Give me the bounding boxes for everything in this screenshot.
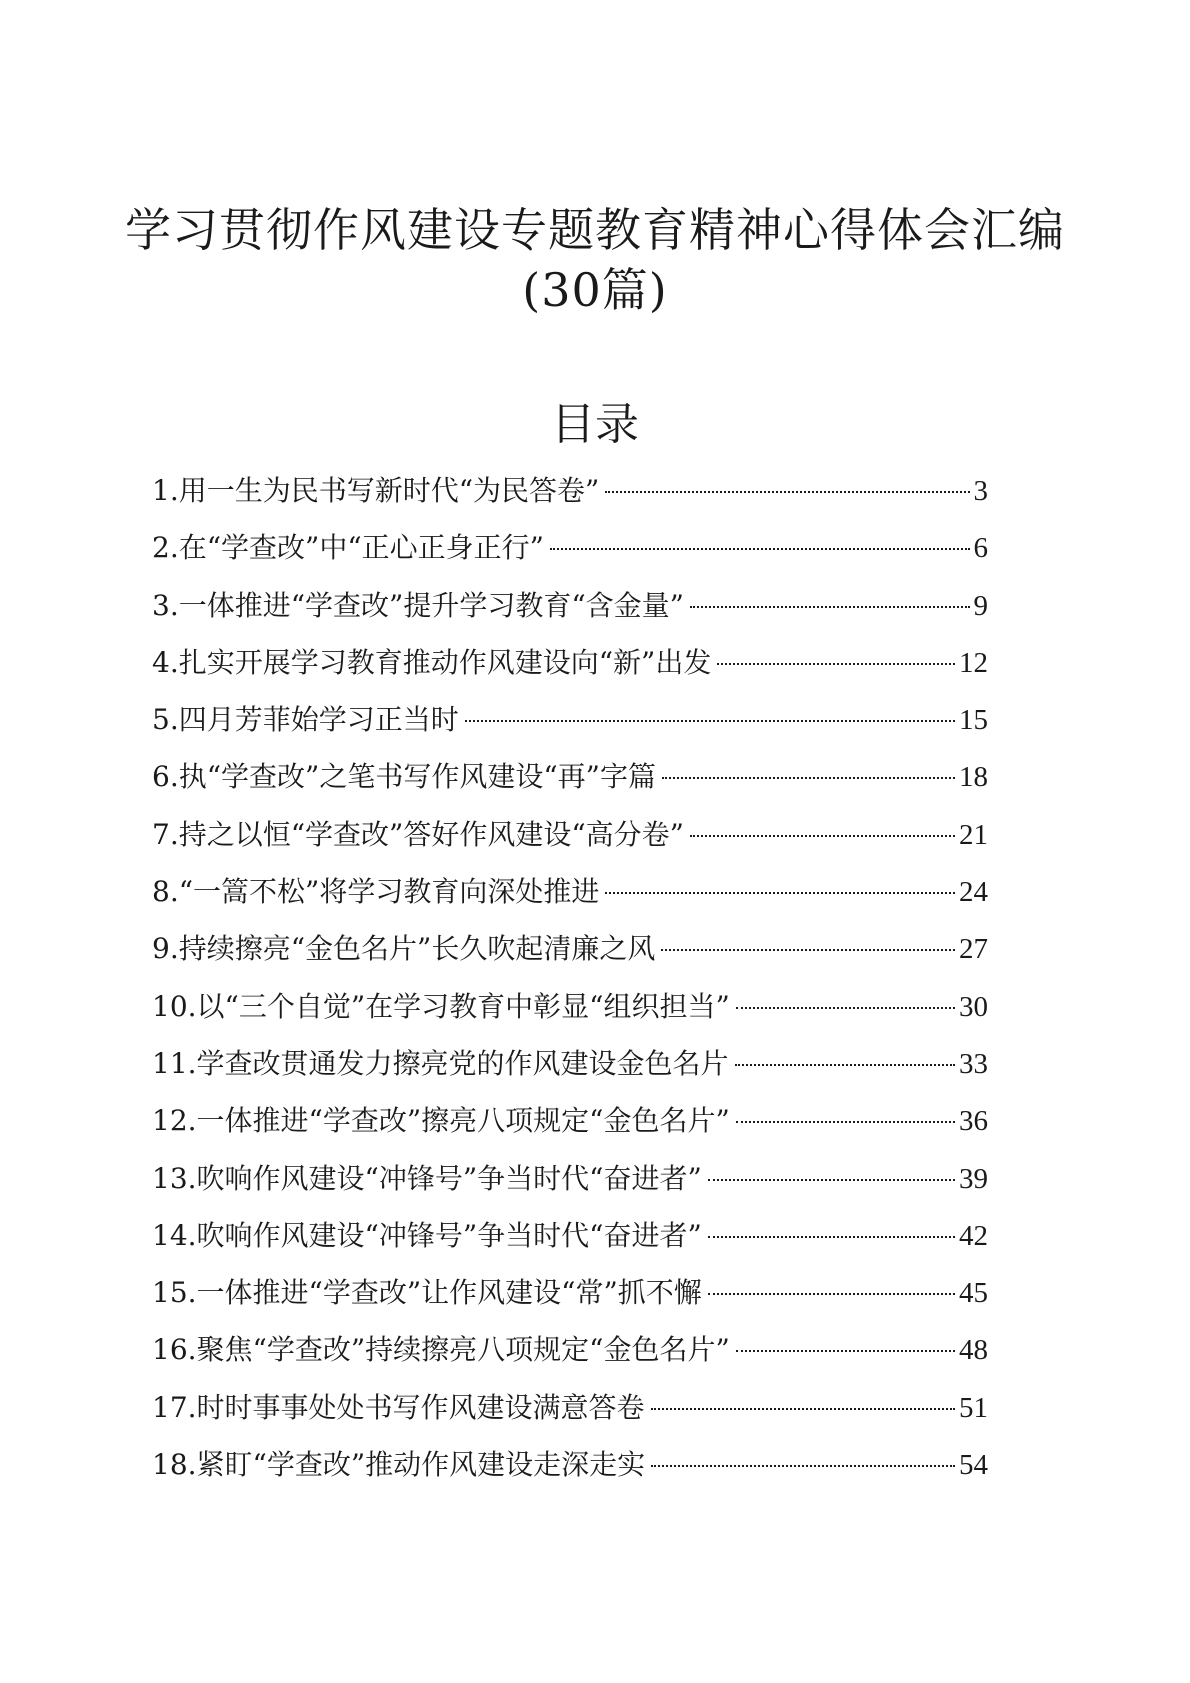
- table-of-contents: [152, 462, 988, 1493]
- toc-dot-leader: [736, 1121, 955, 1123]
- toc-entry-title: 12.一体推进“学查改”擦亮八项规定“金色名片”: [152, 1104, 730, 1138]
- toc-dot-leader: [736, 1350, 955, 1352]
- toc-page-number: 18: [959, 761, 988, 794]
- toc-page-number: 3: [973, 475, 988, 507]
- toc-page-number: 24: [959, 876, 988, 909]
- toc-entry[interactable]: [152, 577, 988, 634]
- toc-page-number: 54: [959, 1449, 988, 1482]
- toc-entry[interactable]: [152, 1436, 988, 1493]
- toc-entry-title: 18.紧盯“学查改”推动作风建设走深走实: [152, 1448, 646, 1482]
- toc-page-number: 45: [959, 1277, 988, 1310]
- toc-dot-leader: [605, 491, 969, 493]
- toc-page-number: 51: [959, 1391, 988, 1424]
- toc-dot-leader: [735, 1064, 955, 1066]
- toc-dot-leader: [550, 548, 970, 550]
- toc-page-number: 15: [959, 704, 988, 737]
- toc-page-number: 12: [959, 646, 988, 679]
- toc-entry-title: 5.四月芳菲始学习正当时: [152, 703, 459, 737]
- toc-page-number: 36: [959, 1105, 988, 1138]
- toc-entry-title: 13.吹响作风建设“冲锋号”争当时代“奋进者”: [152, 1161, 702, 1195]
- toc-page-number: 9: [973, 589, 988, 622]
- toc-entry-title: 15.一体推进“学查改”让作风建设“常”抓不懈: [152, 1276, 702, 1310]
- toc-entry[interactable]: [152, 691, 988, 748]
- toc-entry-title: 4.扎实开展学习教育推动作风建设向“新”出发: [152, 645, 712, 679]
- toc-entry[interactable]: [152, 920, 988, 977]
- toc-entry[interactable]: [152, 519, 988, 576]
- toc-dot-leader: [465, 720, 955, 722]
- toc-entry[interactable]: [152, 1321, 988, 1378]
- toc-page-number: 27: [959, 933, 988, 966]
- toc-entry-title: 8.“一篙不松”将学习教育向深处推进: [152, 875, 600, 909]
- toc-entry[interactable]: [152, 634, 988, 691]
- toc-page-number: 6: [973, 532, 988, 565]
- toc-entry-title: 14.吹响作风建设“冲锋号”争当时代“奋进者”: [152, 1218, 702, 1252]
- toc-entry[interactable]: [152, 1150, 988, 1207]
- toc-dot-leader: [661, 949, 955, 951]
- toc-dot-leader: [717, 663, 955, 665]
- toc-dot-leader: [708, 1236, 955, 1238]
- toc-entry[interactable]: [152, 1264, 988, 1321]
- toc-dot-leader: [651, 1408, 955, 1410]
- toc-entry[interactable]: [152, 806, 988, 863]
- toc-page-number: 42: [959, 1219, 988, 1252]
- document-title: 学习贯彻作风建设专题教育精神心得体会汇编: [125, 203, 1065, 257]
- toc-entry-title: 3.一体推进“学查改”提升学习教育“含金量”: [152, 588, 684, 622]
- toc-entry[interactable]: [152, 863, 988, 920]
- toc-dot-leader: [605, 892, 955, 894]
- toc-dot-leader: [651, 1465, 955, 1467]
- toc-dot-leader: [708, 1293, 955, 1295]
- toc-entry-title: 2.在“学查改”中“正心正身正行”: [152, 531, 544, 565]
- toc-dot-leader: [736, 1007, 955, 1009]
- toc-heading: 目录: [551, 399, 639, 450]
- toc-entry-title: 7.持之以恒“学查改”答好作风建设“高分卷”: [152, 817, 684, 851]
- document-subtitle: (30篇): [522, 263, 668, 317]
- toc-dot-leader: [708, 1179, 955, 1181]
- toc-entry[interactable]: [152, 1379, 988, 1436]
- toc-entry-title: 6.执“学查改”之笔书写作风建设“再”字篇: [152, 760, 656, 794]
- toc-page-number: 21: [959, 818, 988, 851]
- toc-entry[interactable]: [152, 462, 988, 519]
- toc-entry-title: 1.用一生为民书写新时代“为民答卷”: [152, 474, 600, 507]
- toc-entry-title: 11.学查改贯通发力擦亮党的作风建设金色名片: [152, 1046, 729, 1080]
- toc-page-number: 33: [959, 1047, 988, 1080]
- toc-entry-title: 16.聚焦“学查改”持续擦亮八项规定“金色名片”: [152, 1333, 730, 1367]
- toc-entry[interactable]: [152, 748, 988, 805]
- toc-entry[interactable]: [152, 1035, 988, 1092]
- toc-entry-title: 10.以“三个自觉”在学习教育中彰显“组织担当”: [152, 989, 730, 1023]
- toc-entry-title: 17.时时事事处处书写作风建设满意答卷: [152, 1390, 645, 1424]
- toc-page-number: 30: [959, 990, 988, 1023]
- toc-dot-leader: [690, 835, 955, 837]
- toc-page-number: 39: [959, 1162, 988, 1195]
- toc-entry[interactable]: [152, 978, 988, 1035]
- toc-dot-leader: [662, 777, 955, 779]
- toc-dot-leader: [690, 606, 970, 608]
- toc-entry[interactable]: [152, 1092, 988, 1149]
- toc-entry-title: 9.持续擦亮“金色名片”长久吹起清廉之风: [152, 932, 656, 966]
- toc-entry[interactable]: [152, 1207, 988, 1264]
- toc-page-number: 48: [959, 1334, 988, 1367]
